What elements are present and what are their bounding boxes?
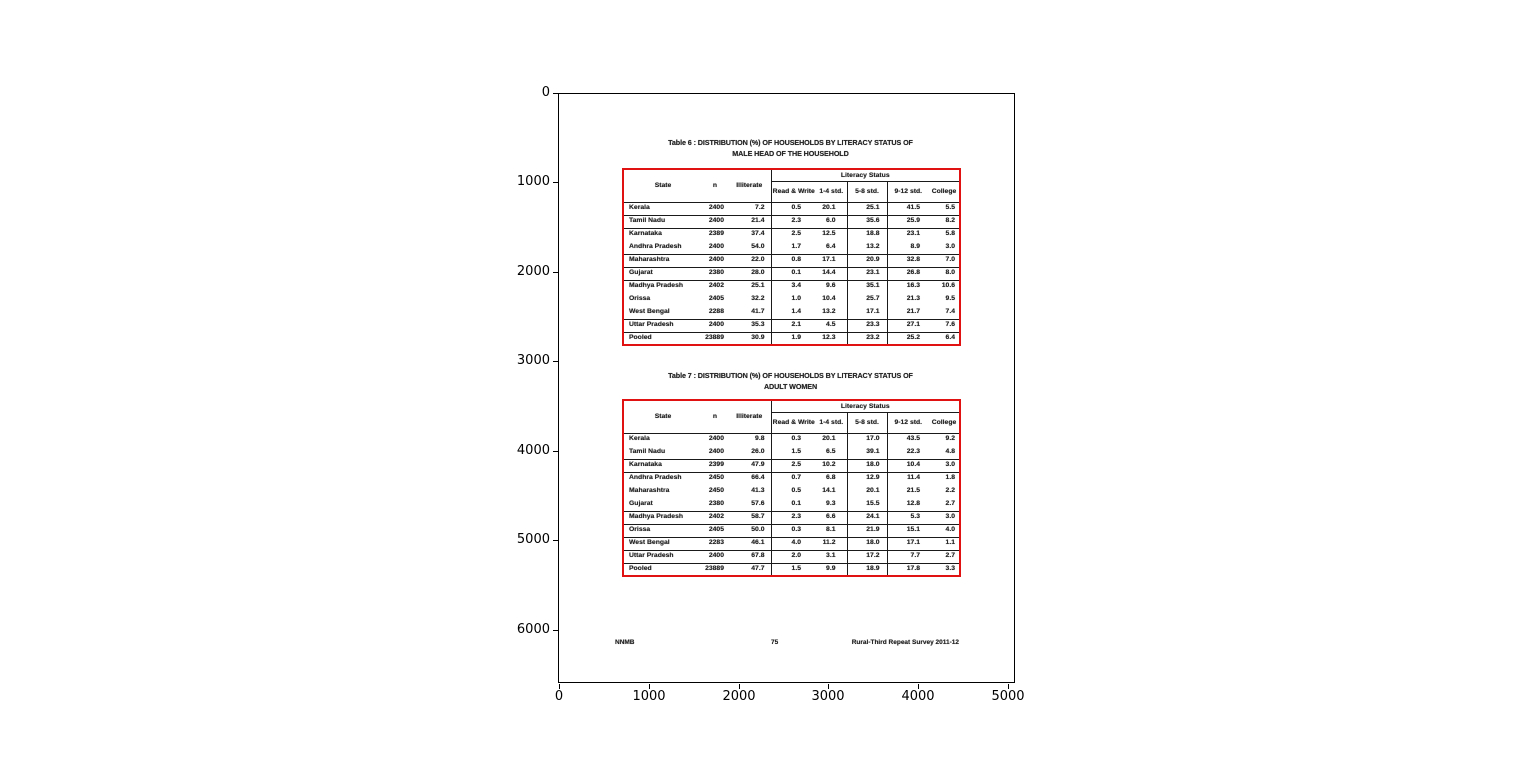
- table-cell: Gujarat: [623, 498, 702, 511]
- column-header: Illiterate: [728, 400, 771, 433]
- table-cell: 8.9: [887, 241, 929, 254]
- table-cell: 18.8: [847, 228, 887, 241]
- column-header: State: [623, 169, 702, 202]
- table-cell: 9.5: [945, 295, 955, 303]
- table-cell: 2400: [702, 202, 728, 215]
- plot-area: [558, 93, 1015, 683]
- table-cell: Orissa: [629, 295, 651, 303]
- footer-page-number: 75: [771, 639, 779, 646]
- table-row: [623, 280, 960, 293]
- x-tick-mark: [918, 684, 919, 689]
- table-row: [623, 319, 960, 332]
- table-cell: 8.2: [929, 215, 960, 228]
- table-cell: 2400: [708, 435, 724, 443]
- table-cell: Karnataka: [629, 230, 662, 238]
- table-row: [623, 446, 960, 459]
- table-cell: 23889: [705, 333, 724, 341]
- table-cell: 1.8: [945, 474, 955, 482]
- table-cell: Tamil Nadu: [623, 215, 702, 228]
- column-header: 1-4 std.: [816, 181, 847, 202]
- table-cell: 2.5: [771, 228, 816, 241]
- table-row: [623, 472, 960, 485]
- table-cell: 21.4: [728, 215, 771, 228]
- table-cell: Uttar Pradesh: [623, 550, 702, 563]
- table-cell: 2.5: [771, 459, 816, 472]
- table-cell: 5.5: [929, 202, 960, 215]
- x-axis-tick-label: 3000: [811, 689, 845, 704]
- table-cell: Andhra Pradesh: [629, 474, 682, 482]
- table-cell: 43.5: [887, 433, 929, 446]
- table-cell: 23.1: [887, 228, 929, 241]
- table-cell: 16.3: [887, 280, 929, 293]
- table-cell: 32.8: [887, 254, 929, 267]
- table6-title-line1: Table 6 : DISTRIBUTION (%) OF HOUSEHOLDS BY LITERACY STATUS OF: [668, 138, 913, 147]
- table-cell: 4.8: [929, 446, 960, 459]
- table-cell: 4.5: [816, 319, 847, 332]
- table-cell: 1.1: [929, 537, 960, 550]
- table-cell: 2399: [702, 459, 728, 472]
- table-cell: 2400: [702, 446, 728, 459]
- table-cell: 13.2: [847, 241, 887, 254]
- table-cell: 50.0: [728, 524, 771, 537]
- y-axis-tick-label: 2000: [516, 264, 550, 279]
- x-axis-tick-label: 2000: [722, 689, 756, 704]
- table-cell: 17.8: [887, 563, 929, 576]
- table-cell: Kerala: [623, 202, 702, 215]
- table-row: [623, 498, 960, 511]
- x-tick-mark: [739, 684, 740, 689]
- table-cell: 0.5: [771, 485, 816, 498]
- table-cell: 14.1: [822, 487, 836, 495]
- table-cell: 7.6: [929, 319, 960, 332]
- table-cell: 2400: [702, 550, 728, 563]
- table-cell: 25.1: [847, 202, 887, 215]
- table-cell: 54.0: [728, 241, 771, 254]
- table-cell: 6.5: [816, 446, 847, 459]
- y-axis-tick-label: 6000: [516, 622, 550, 637]
- table-row: [623, 537, 960, 550]
- table-cell: 3.1: [816, 550, 847, 563]
- table-cell: 9.2: [945, 435, 955, 443]
- column-header: College: [929, 412, 960, 433]
- table-cell: 67.8: [728, 550, 771, 563]
- table-row: [623, 511, 960, 524]
- table-cell: 2450: [708, 474, 724, 482]
- table-cell: 2402: [708, 282, 724, 290]
- table6-title: [622, 137, 959, 159]
- document-page: [559, 94, 1016, 684]
- table-row: [623, 202, 960, 215]
- table-cell: 25.9: [887, 215, 929, 228]
- table-cell: 6.4: [945, 333, 955, 341]
- y-axis-tick-label: 5000: [516, 532, 550, 547]
- table-cell: 35.3: [728, 319, 771, 332]
- table-cell: 15.5: [847, 498, 887, 511]
- table7-title-line2: ADULT WOMEN: [763, 382, 818, 391]
- table-cell: 2.3: [771, 511, 816, 524]
- table-cell: 2.7: [929, 498, 960, 511]
- table-cell: 2400: [702, 319, 728, 332]
- y-axis-tick-label: 4000: [516, 443, 550, 458]
- table7-title: [622, 370, 959, 392]
- table-cell: 20.1: [816, 202, 847, 215]
- table-cell: 25.1: [751, 282, 765, 290]
- table-cell: 21.3: [887, 293, 929, 306]
- table-row: [623, 485, 960, 498]
- table-cell: 6.6: [816, 511, 847, 524]
- table-cell: 2.1: [771, 319, 816, 332]
- table-cell: 1.7: [771, 241, 816, 254]
- table-cell: 3.0: [929, 241, 960, 254]
- table-cell: 0.1: [771, 267, 816, 280]
- table-cell: 47.9: [728, 459, 771, 472]
- table-cell: 1.5: [771, 446, 816, 459]
- table-cell: 3.4: [771, 280, 816, 293]
- table-cell: 22.0: [728, 254, 771, 267]
- table-cell: 2450: [708, 487, 724, 495]
- table-cell: 46.1: [728, 537, 771, 550]
- table-cell: 21.5: [887, 485, 929, 498]
- table-cell: 9.3: [816, 498, 847, 511]
- x-axis-tick-label: 0: [554, 689, 564, 704]
- x-axis-tick-label: 5000: [991, 689, 1025, 704]
- x-axis-tick-label: 1000: [632, 689, 666, 704]
- table6-title-line2: MALE HEAD OF THE HOUSEHOLD: [732, 149, 849, 158]
- table-row: [623, 459, 960, 472]
- table-cell: 32.2: [751, 295, 765, 303]
- table-cell: 6.8: [826, 474, 836, 482]
- table-cell: 0.1: [771, 498, 816, 511]
- table-cell: 27.1: [887, 319, 929, 332]
- table-cell: 17.0: [847, 433, 887, 446]
- table-cell: Pooled: [629, 564, 652, 572]
- table-male-head-literacy: [622, 168, 961, 346]
- table-cell: 5.3: [887, 511, 929, 524]
- table-row: [623, 306, 960, 319]
- table-cell: West Bengal: [623, 306, 702, 319]
- table-cell: 12.9: [847, 472, 887, 485]
- table-cell: 9.9: [826, 564, 836, 572]
- table-cell: 17.2: [847, 550, 887, 563]
- table-cell: 11.2: [816, 537, 847, 550]
- table-row: [623, 254, 960, 267]
- table-row: [623, 563, 960, 576]
- column-header: n: [702, 169, 728, 202]
- table-row: [623, 332, 960, 345]
- table-cell: 0.3: [771, 524, 816, 537]
- table-cell: 26.8: [887, 267, 929, 280]
- table-cell: Orissa: [623, 524, 702, 537]
- table-cell: Tamil Nadu: [623, 446, 702, 459]
- table-cell: 0.3: [771, 433, 816, 446]
- table-cell: 17.1: [816, 254, 847, 267]
- table-cell: 2.7: [929, 550, 960, 563]
- column-header: Illiterate: [728, 169, 771, 202]
- table-cell: 9.8: [755, 435, 765, 443]
- column-header: Read & Write: [771, 412, 816, 433]
- table-cell: 0.7: [771, 472, 816, 485]
- table-row: [623, 228, 960, 241]
- table-cell: 2400: [702, 241, 728, 254]
- table7-title-line1: Table 7 : DISTRIBUTION (%) OF HOUSEHOLDS BY LITERACY STATUS OF: [668, 371, 913, 380]
- column-header: 9-12 std.: [887, 412, 929, 433]
- table-cell: 3.3: [945, 564, 955, 572]
- table-row: [623, 433, 960, 446]
- column-header: Read & Write: [771, 181, 816, 202]
- table-cell: 4.0: [929, 524, 960, 537]
- table-cell: 14.4: [816, 267, 847, 280]
- column-header: 5-8 std.: [847, 181, 887, 202]
- table-cell: 8.0: [929, 267, 960, 280]
- table-cell: Pooled: [629, 333, 652, 341]
- table-cell: 41.3: [751, 487, 765, 495]
- table-cell: 1.4: [771, 306, 816, 319]
- table-cell: 58.7: [728, 511, 771, 524]
- table-cell: 22.3: [887, 446, 929, 459]
- table-cell: 28.0: [728, 267, 771, 280]
- table-cell: 8.1: [816, 524, 847, 537]
- table-cell: 5.8: [945, 230, 955, 238]
- table-cell: 23.2: [847, 332, 887, 345]
- table-cell: 25.7: [847, 293, 887, 306]
- column-header: 9-12 std.: [887, 181, 929, 202]
- y-axis-tick-label: 1000: [516, 174, 550, 189]
- table-cell: 2405: [702, 524, 728, 537]
- table-cell: 12.3: [822, 333, 836, 341]
- table-cell: 66.4: [751, 474, 765, 482]
- table-cell: 18.0: [847, 537, 887, 550]
- table-cell: West Bengal: [623, 537, 702, 550]
- footer-right-label: Rural-Third Repeat Survey 2011-12: [851, 639, 959, 646]
- table-cell: 9.6: [826, 282, 836, 290]
- table-cell: 2400: [702, 254, 728, 267]
- table-cell: 0.8: [771, 254, 816, 267]
- column-header: State: [623, 400, 702, 433]
- group-column-header: Literacy Status: [771, 400, 960, 412]
- table-cell: 41.5: [887, 202, 929, 215]
- table-cell: 57.6: [728, 498, 771, 511]
- table-cell: 39.1: [847, 446, 887, 459]
- table-cell: 6.0: [816, 215, 847, 228]
- table-cell: 2.3: [771, 215, 816, 228]
- table-cell: 35.6: [847, 215, 887, 228]
- table-cell: 4.0: [771, 537, 816, 550]
- table-cell: 25.2: [887, 332, 929, 345]
- table-cell: 24.1: [847, 511, 887, 524]
- table-cell: 1.0: [771, 293, 816, 306]
- table-cell: 47.7: [751, 564, 765, 572]
- group-column-header: Literacy Status: [771, 169, 960, 181]
- table-row: [623, 293, 960, 306]
- table-cell: 15.1: [887, 524, 929, 537]
- table-cell: Maharashtra: [623, 254, 702, 267]
- table-cell: 10.2: [816, 459, 847, 472]
- x-tick-mark: [649, 684, 650, 689]
- table-cell: 23.1: [847, 267, 887, 280]
- table-cell: 2380: [702, 498, 728, 511]
- table-cell: Gujarat: [623, 267, 702, 280]
- table-cell: 20.9: [847, 254, 887, 267]
- table-cell: 7.4: [929, 306, 960, 319]
- table-cell: 6.4: [816, 241, 847, 254]
- table-cell: 2389: [708, 230, 724, 238]
- y-axis-tick-label: 3000: [516, 353, 550, 368]
- table-cell: Madhya Pradesh: [629, 282, 684, 290]
- table-cell: 1.5: [771, 563, 816, 576]
- table-cell: 26.0: [728, 446, 771, 459]
- table-adult-women-literacy: [622, 399, 961, 577]
- table-cell: Andhra Pradesh: [623, 241, 702, 254]
- table-cell: 21.7: [887, 306, 929, 319]
- table-cell: 10.4: [887, 459, 929, 472]
- table-cell: 2400: [702, 215, 728, 228]
- table-cell: 17.1: [847, 306, 887, 319]
- table-cell: Uttar Pradesh: [623, 319, 702, 332]
- table-cell: 18.9: [847, 563, 887, 576]
- table-cell: 7.7: [887, 550, 929, 563]
- table-cell: 21.9: [847, 524, 887, 537]
- table-cell: 2380: [702, 267, 728, 280]
- table-cell: 2405: [708, 295, 724, 303]
- x-axis-tick-label: 4000: [901, 689, 935, 704]
- table-cell: 30.9: [751, 333, 765, 341]
- table-row: [623, 550, 960, 563]
- table-cell: 2.0: [771, 550, 816, 563]
- table-cell: 10.4: [822, 295, 836, 303]
- column-header: 5-8 std.: [847, 412, 887, 433]
- table-cell: 2.2: [945, 487, 955, 495]
- table-row: [623, 215, 960, 228]
- table-cell: 1.9: [771, 332, 816, 345]
- footer-left-label: NNMB: [615, 639, 635, 646]
- table-row: [623, 241, 960, 254]
- x-tick-mark: [828, 684, 829, 689]
- table-cell: 13.2: [816, 306, 847, 319]
- x-tick-mark: [559, 684, 560, 689]
- table-cell: 23889: [705, 564, 724, 572]
- table-row: [623, 267, 960, 280]
- table-cell: 17.1: [887, 537, 929, 550]
- table-cell: 20.1: [822, 435, 836, 443]
- table-cell: 12.8: [887, 498, 929, 511]
- column-header: 1-4 std.: [816, 412, 847, 433]
- table-cell: 2402: [702, 511, 728, 524]
- table-cell: 41.7: [728, 306, 771, 319]
- table-cell: Maharashtra: [629, 487, 670, 495]
- table-cell: 20.1: [847, 485, 887, 498]
- table-cell: 23.3: [847, 319, 887, 332]
- table-cell: 18.0: [847, 459, 887, 472]
- table-cell: Kerala: [629, 435, 650, 443]
- table-cell: 0.5: [771, 202, 816, 215]
- table-cell: 3.0: [929, 511, 960, 524]
- y-axis-tick-label: 0: [541, 85, 550, 100]
- table-cell: 2288: [702, 306, 728, 319]
- table-cell: 37.4: [751, 230, 765, 238]
- table-cell: 35.1: [847, 280, 887, 293]
- table-row: [623, 524, 960, 537]
- column-header: n: [702, 400, 728, 433]
- table-cell: 7.2: [728, 202, 771, 215]
- table-cell: 2283: [702, 537, 728, 550]
- table-cell: 10.6: [941, 282, 955, 290]
- table-cell: 7.0: [929, 254, 960, 267]
- table-cell: 11.4: [887, 472, 929, 485]
- table-cell: 3.0: [929, 459, 960, 472]
- table-cell: Karnataka: [623, 459, 702, 472]
- table-cell: 12.5: [822, 230, 836, 238]
- x-tick-mark: [1008, 684, 1009, 689]
- column-header: College: [929, 181, 960, 202]
- table-cell: Madhya Pradesh: [623, 511, 702, 524]
